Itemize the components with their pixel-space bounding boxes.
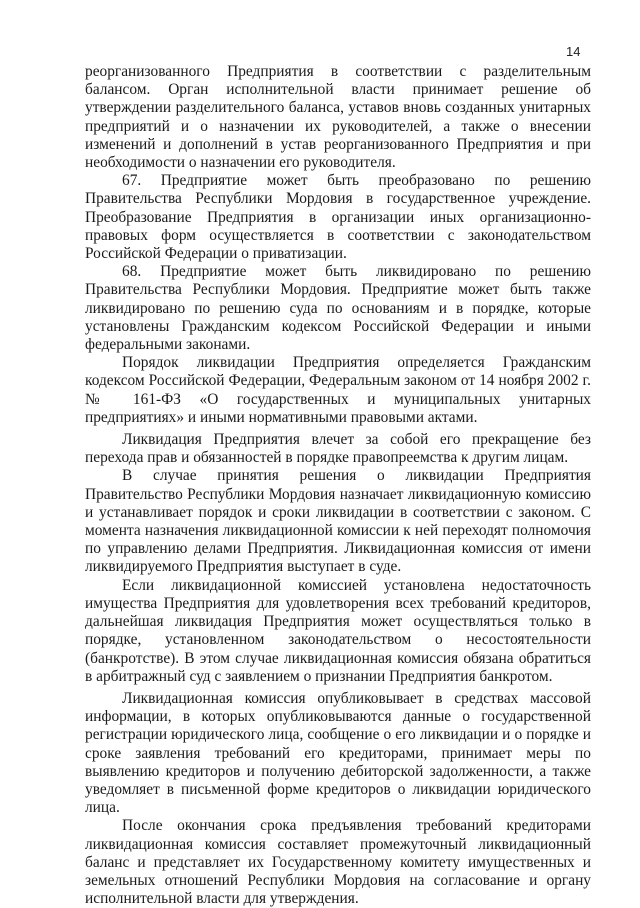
paragraph-67: 67. Предприятие может быть преобразовано по решению Правительства Республики Мордовия в государственное учреждение. Преобразование Предприятия в организации иных организационно-правовых форм осуществляется в соответствии с законодательством Российской Федерации о приватизации. xyxy=(85,172,591,263)
page-number: 14 xyxy=(566,44,581,59)
paragraph-publication: Ликвидационная комиссия опубликовывает в средствах массовой информации, в которых опубликовываются данные о государственной регистрации юридического лица, сообщение о его ликвидации и о порядке и сроке заявления требований его кредиторами, принимает меры по выявлению кредиторов и получению дебиторской задолженности, а также уведомляет в письменной форме кредиторов о ликвидации юридического лица. xyxy=(85,689,591,817)
document-body xyxy=(85,63,591,908)
paragraph-interim-balance: После окончания срока предъявления требований кредиторами ликвидационная комиссия составляет промежуточный ликвидационный баланс и представляет их Государственному комитету имущественных и земельных отношений Республики Мордовия на согласование и органу исполнительной власти для утверждения. xyxy=(85,817,591,908)
paragraph-68: 68. Предприятие может быть ликвидировано по решению Правительства Республики Мордовия. Предприятие может быть также ликвидировано по решению суда по основаниям и в порядке, которые установлены Гражданским кодексом Российской Федерации и иными федеральными законами. xyxy=(85,263,591,354)
paragraph-liquidation-procedure: Порядок ликвидации Предприятия определяется Гражданским кодексом Российской Федерации, Федеральным законом от 14 ноября 2002 г. № 161-ФЗ «О государственных и муниципальных унитарных предприятиях» и иными нормативными правовыми актами. xyxy=(85,354,591,426)
paragraph-insolvency: Если ликвидационной комиссией установлена недостаточность имущества Предприятия для удовлетворения всех требований кредиторов, дальнейшая ликвидация Предприятия может осуществляться только в порядке, установленном законодательством о несостоятельности (банкротстве). В этом случае ликвидационная комиссия обязана обратиться в арбитражный суд с заявлением о признании Предприятия банкротом. xyxy=(85,576,591,685)
paragraph-liquidation-commission: В случае принятия решения о ликвидации Предприятия Правительство Республики Мордовия назначает ликвидационную комиссию и устанавливает порядок и сроки ликвидации в соответствии с законом. С момента назначения ликвидационной комиссии к ней переходят полномочия по управлению делами Предприятия. Ликвидационная комиссия от имени ликвидируемого Предприятия выступает в суде. xyxy=(85,467,591,576)
paragraph-reorganization-continuation: реорганизованного Предприятия в соответствии с разделительным балансом. Орган исполнительной власти принимает решение об утверждении разделительного баланса, уставов вновь созданных унитарных предприятий и о назначении их руководителей, а также о внесении изменений и дополнений в устав реорганизованного Предприятия и при необходимости о назначении его руководителя. xyxy=(85,63,591,172)
paragraph-liquidation-effect: Ликвидация Предприятия влечет за собой его прекращение без перехода прав и обязанностей в порядке правопреемства к другим лицам. xyxy=(85,431,591,467)
